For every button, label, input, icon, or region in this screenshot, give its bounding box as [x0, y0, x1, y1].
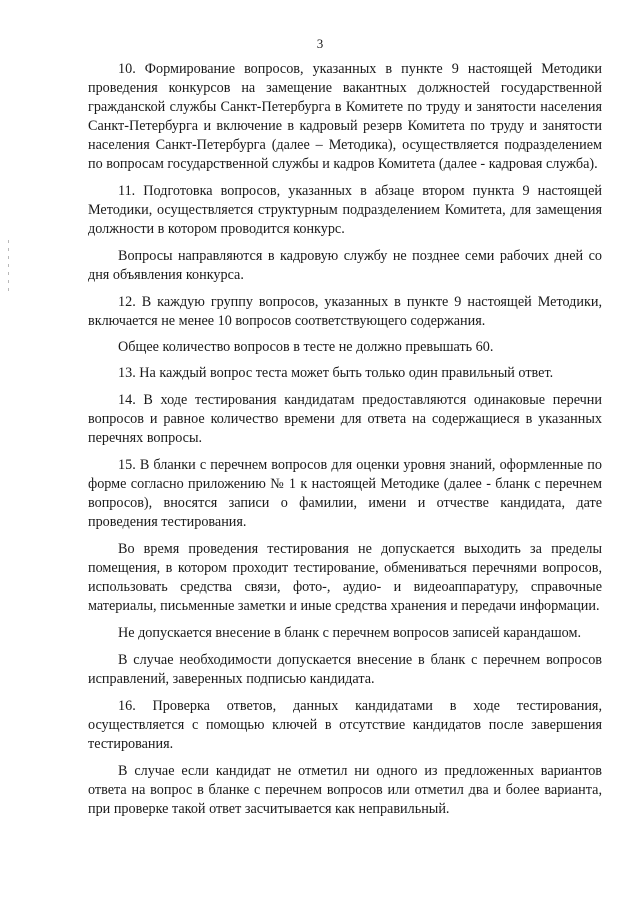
paragraph-10: 10. Формирование вопросов, указанных в пункте 9 настоящей Методики проведения конкурсов на замещение вакантных должностей государственной гражданской службы Санкт-Петербурга в Комитете по труду и занятости населения Санкт-Петербурга и включение в кадровый резерв Комитета по труду и занятости населения Санкт-Петербурга (далее – Методика), осуществляется подразделением по вопросам государственной службы и кадров Комитета (далее - кадровая служба). — [88, 61, 602, 172]
paragraph-12-total-questions: Общее количество вопросов в тесте не должно превышать 60. — [118, 339, 494, 355]
paragraph-15-no-pencil: Не допускается внесение в бланк с перечнем вопросов записей карандашом. — [118, 625, 581, 641]
paragraph-11-questions-deadline: Вопросы направляются в кадровую службу не позднее семи рабочих дней со дня объявления конкурса. — [88, 248, 602, 283]
page-number: 3 — [316, 36, 324, 51]
paragraph-11: 11. Подготовка вопросов, указанных в абзаце втором пункта 9 настоящей Методики, осуществляется структурным подразделением Комитета, для замещения должности в котором проводится конкурс. — [88, 183, 602, 237]
paragraph-12: 12. В каждую группу вопросов, указанных в пункте 9 настоящей Методики, включается не менее 10 вопросов соответствующего содержания. — [88, 294, 602, 329]
paragraph-14: 14. В ходе тестирования кандидатам предоставляются одинаковые перечни вопросов и равное количество времени для ответа на содержащиеся в указанных перечнях вопросы. — [88, 392, 602, 446]
margin-binding-marks — [8, 240, 10, 300]
paragraph-16: 16. Проверка ответов, данных кандидатами в ходе тестирования, осуществляется с помощью ключей в отсутствие кандидатов после завершения тестирования. — [88, 698, 602, 752]
paragraph-16-incorrect-answer: В случае если кандидат не отметил ни одного из предложенных вариантов ответа на вопрос в бланке с перечнем вопросов или отметил два и более варианта, при проверке такой ответ засчитывается как неправильный. — [88, 763, 602, 817]
paragraph-15: 15. В бланки с перечнем вопросов для оценки уровня знаний, оформленные по форме согласно приложению № 1 к настоящей Методике (далее - бланк с перечнем вопросов), вносятся записи о фамилии, имени и отчестве кандидата, дате проведения тестирования. — [88, 457, 602, 530]
paragraph-15-corrections: В случае необходимости допускается внесение в бланк с перечнем вопросов исправлений, заверенных подписью кандидата. — [88, 652, 602, 687]
document-body — [88, 60, 602, 819]
paragraph-13: 13. На каждый вопрос теста может быть только один правильный ответ. — [118, 365, 554, 381]
paragraph-15-testing-rules: Во время проведения тестирования не допускается выходить за пределы помещения, в котором проходит тестирование, обмениваться перечнями вопросов, использовать средства связи, фото-, аудио- и видеоаппаратуру, справочные материалы, письменные заметки и иные средства хранения и передачи информации. — [88, 541, 602, 614]
